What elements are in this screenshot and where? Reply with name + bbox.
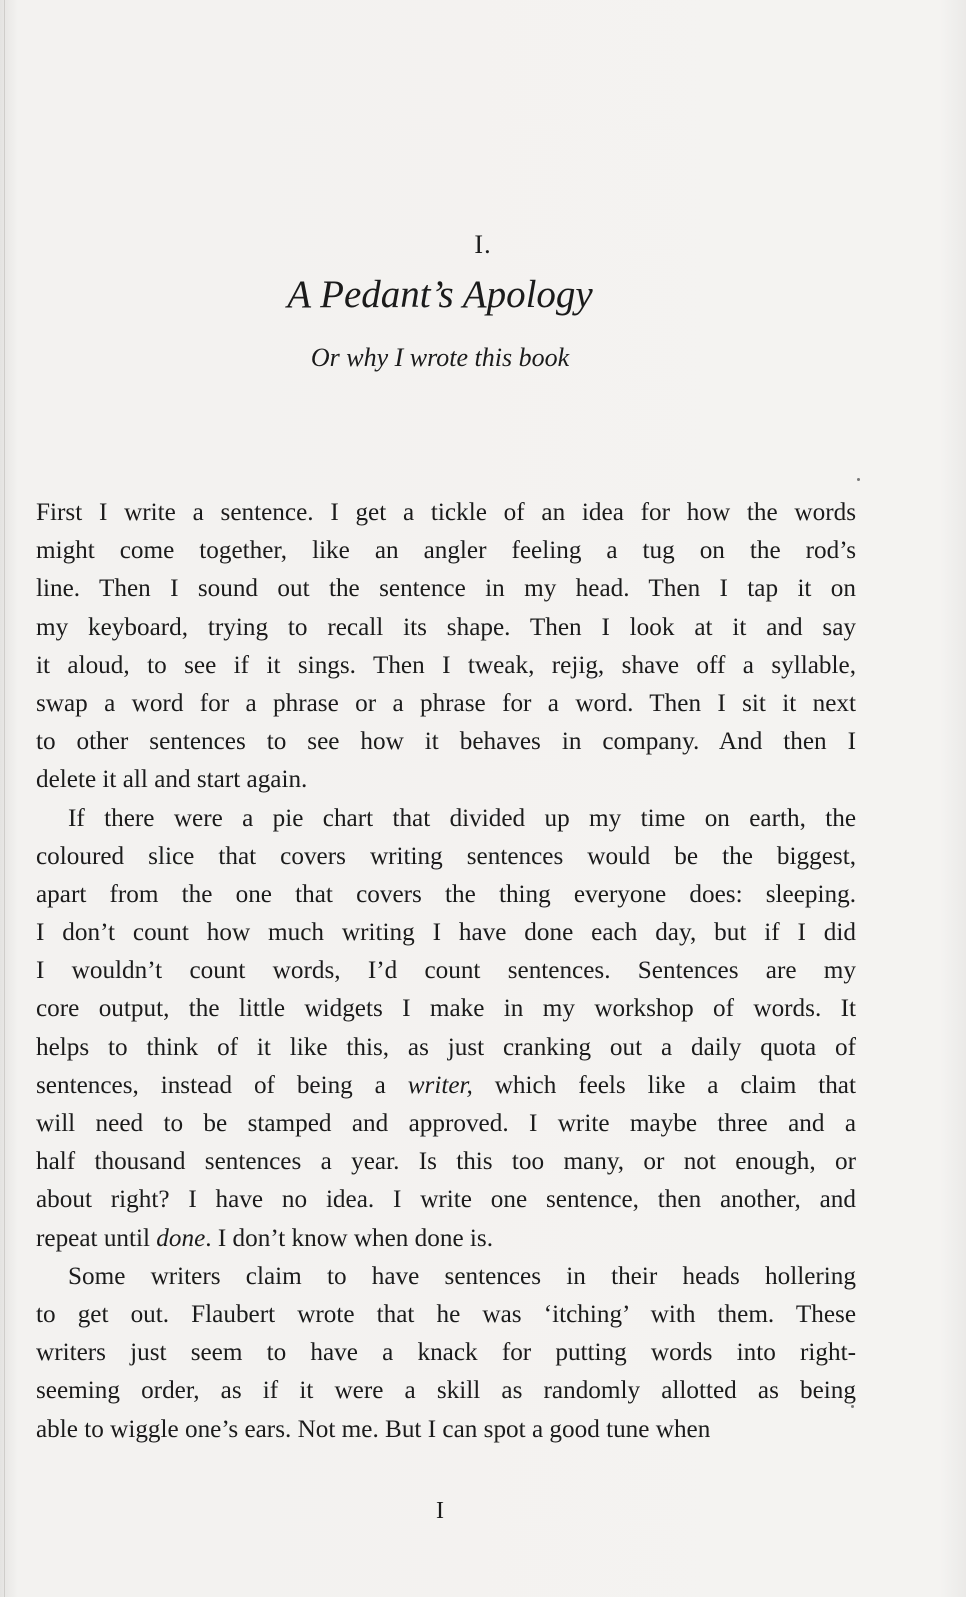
paragraph-3 [36,1258,856,1449]
paragraph-1 [36,494,856,800]
text-line: will need to be stamped and approved. I write maybe three and a [36,1110,856,1137]
chapter-subtitle: Or why I wrote this book [310,343,570,372]
text-line: coloured slice that covers writing sentences would be the biggest, [36,842,856,870]
text-line: If there were a pie chart that divided up my time on earth, the [68,804,856,832]
text-line: apart from the one that covers the thing everyone does: sleeping. [36,880,856,908]
text-line: half thousand sentences a year. Is this too many, or not enough, or [36,1148,856,1176]
text-line: First I write a sentence. I get a tickle of an idea for how the words [36,499,856,526]
scan-speck [857,478,860,481]
text-line: about right? I have no idea. I write one sentence, then another, and [36,1186,856,1214]
text-line: I wouldn’t count words, I’d count sentences. Sentences are my [36,957,856,985]
text-line: swap a word for a phrase or a phrase for a word. Then I sit it next [36,689,856,717]
text-line: to get out. Flaubert wrote that he was ‘itching’ with them. These [36,1300,856,1328]
text-line: it aloud, to see if it sings. Then I tweak, rejig, shave off a syllable, [36,651,856,679]
text-line: core output, the little widgets I make in my workshop of words. It [36,995,856,1023]
scan-speck [851,1405,854,1408]
chapter-number: I. [474,230,492,259]
text-line: Some writers claim to have sentences in their heads hollering [68,1262,856,1290]
text-line: sentences, instead of being a writer, which feels like a claim that [36,1071,856,1099]
text-line: line. Then I sound out the sentence in my head. Then I tap it on [36,575,856,603]
text-line: helps to think of it like this, as just cranking out a daily quota of [36,1033,856,1061]
text-line: repeat until done. I don’t know when done is. [36,1224,494,1252]
paragraph-2 [36,800,856,1258]
text-line: my keyboard, trying to recall its shape. Then I look at it and say [36,613,856,641]
text-line: I don’t count how much writing I have done each day, but if I did [36,919,856,947]
text-line: able to wiggle one’s ears. Not me. But I can spot a good tune when [36,1415,711,1443]
text-line: delete it all and start again. [36,766,308,794]
text-line: might come together, like an angler feeling a tug on the rod’s [36,537,856,565]
body-text [36,494,856,1449]
chapter-title: A Pedant’s Apology [287,273,593,316]
text-line: writers just seem to have a knack for putting words into right- [36,1339,856,1367]
text-line: to other sentences to see how it behaves in company. And then I [36,728,856,756]
page-number: I [436,1498,444,1524]
text-line: seeming order, as if it were a skill as randomly allotted as being [36,1377,856,1405]
